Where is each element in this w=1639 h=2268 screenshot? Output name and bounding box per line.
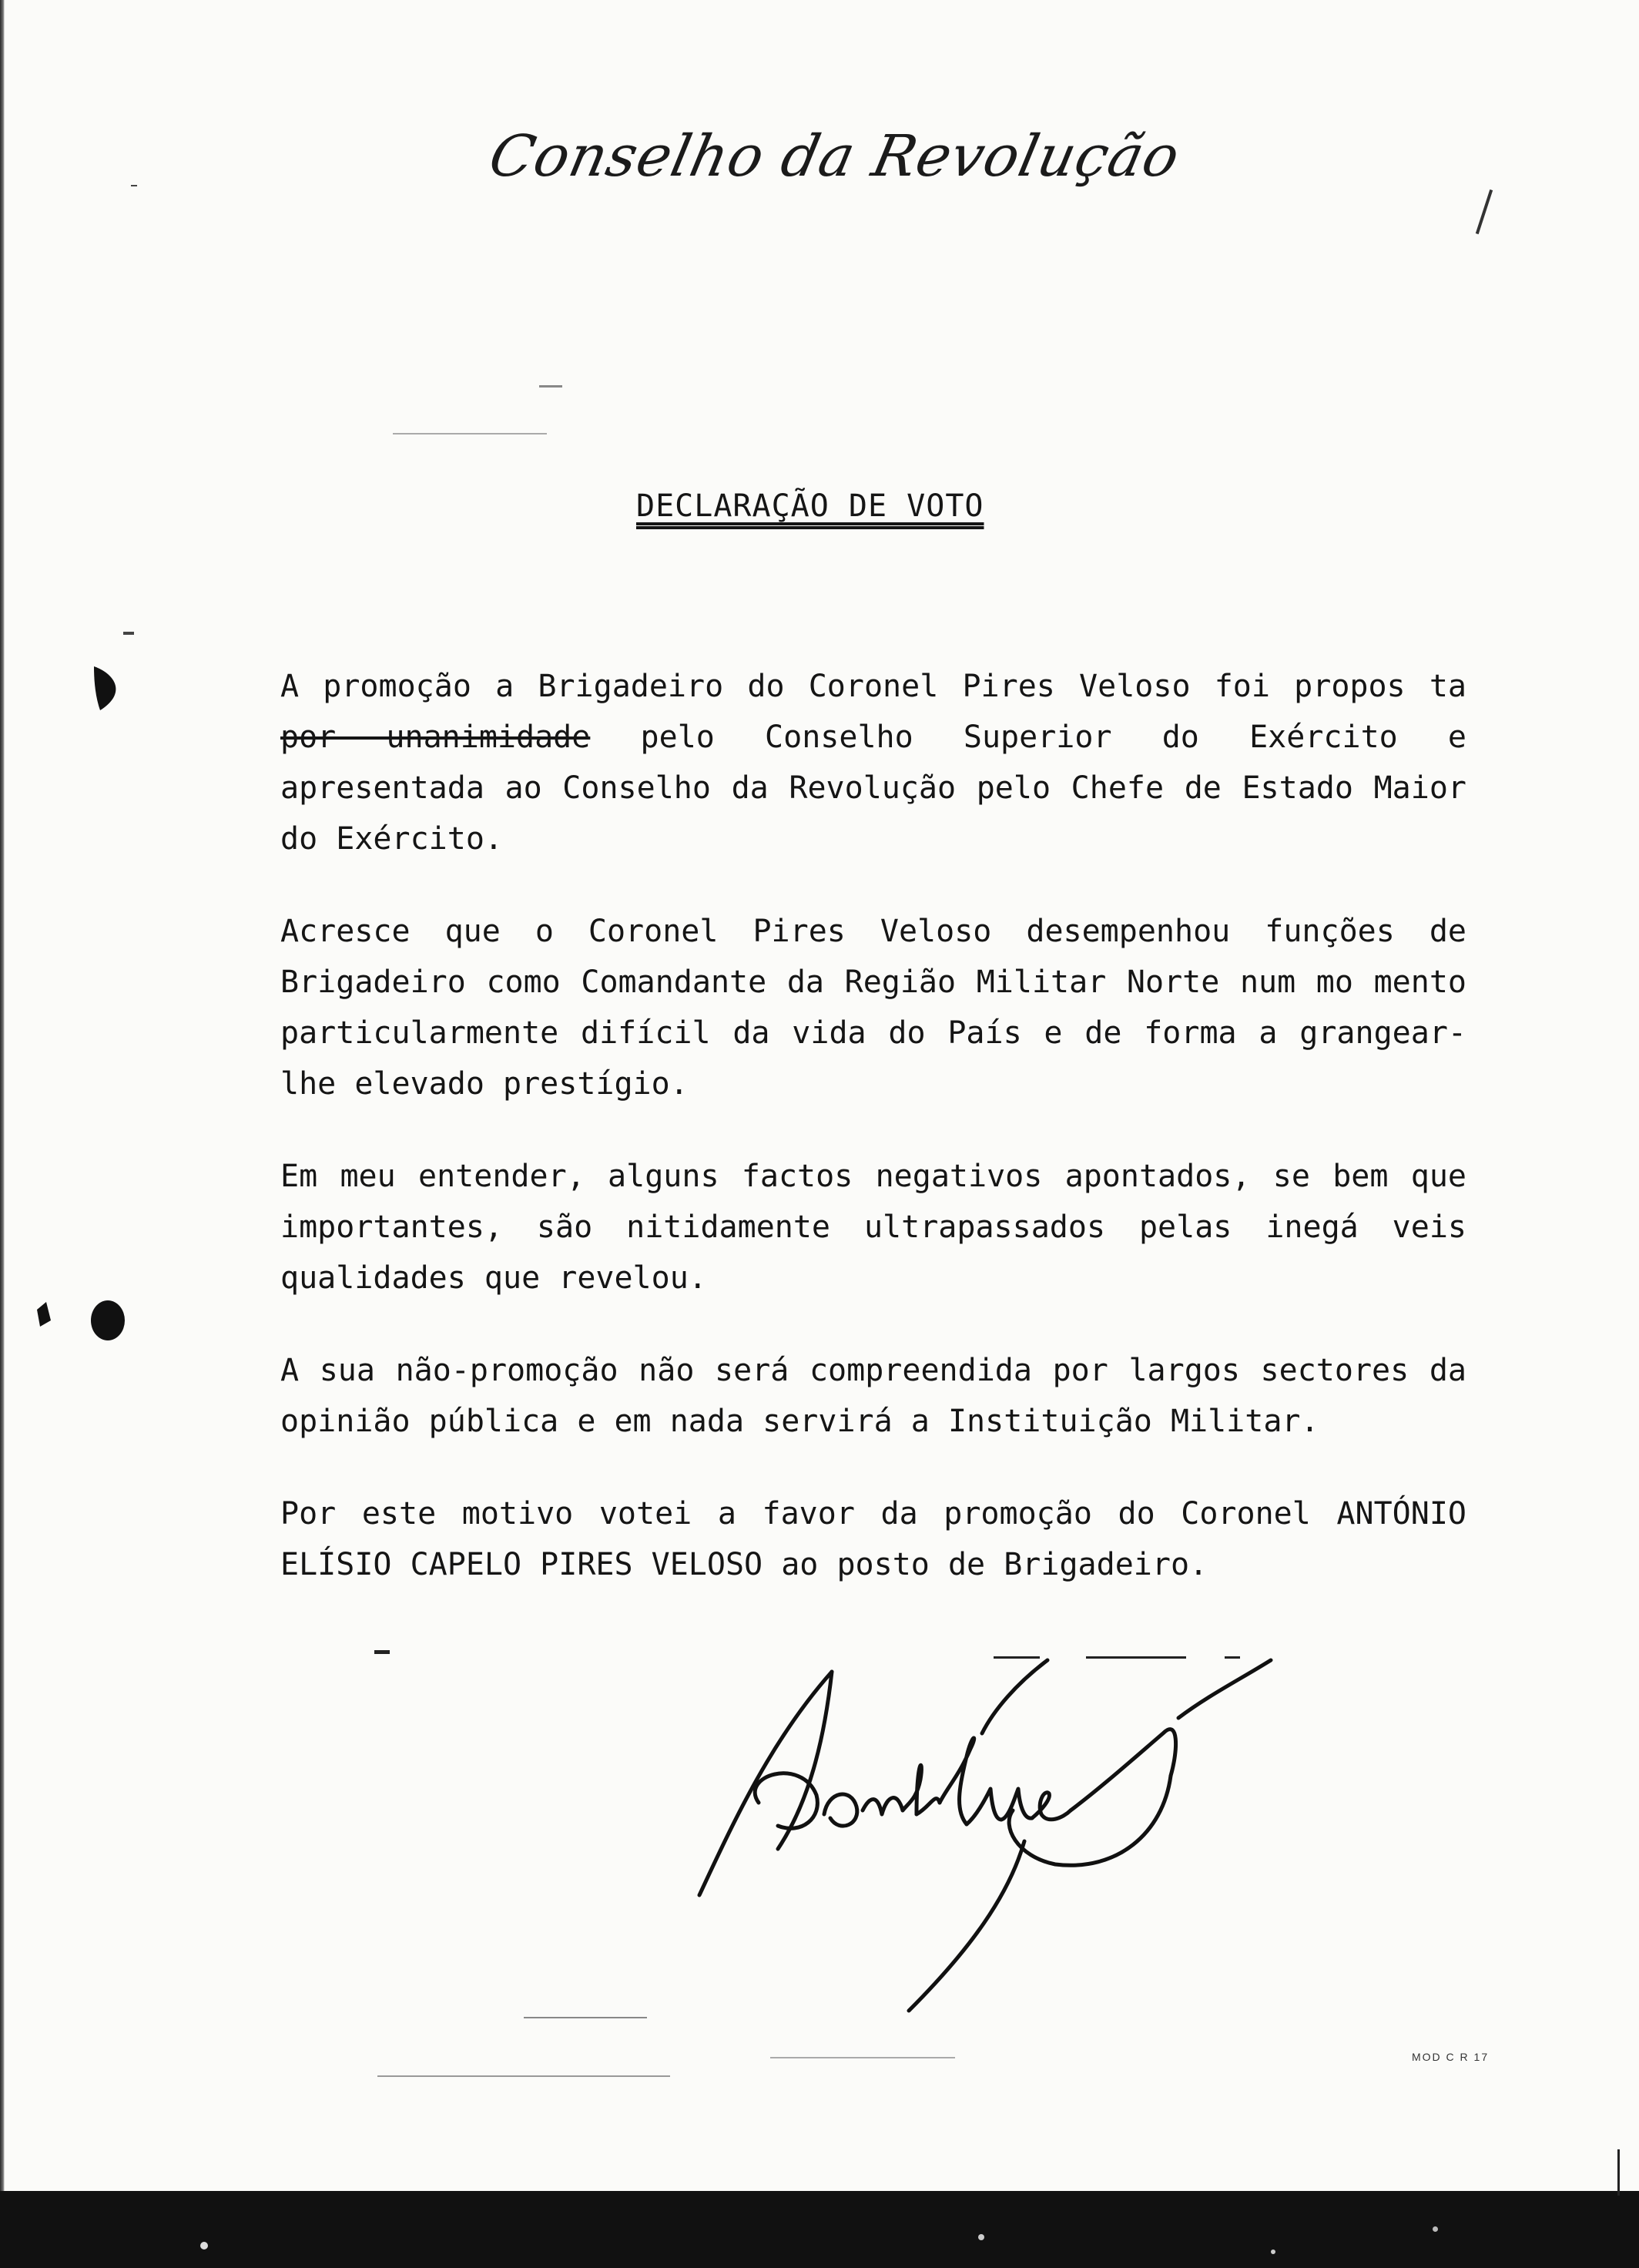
paragraph-2: Acresce que o Coronel Pires Veloso desempenhou funções de Brigadeiro como Comandante da Região Militar Norte num mo mento particularmente difícil da vida do País e de forma a grangear-lhe elevado prestígio. <box>280 914 1466 1102</box>
scan-noise <box>1433 2226 1438 2232</box>
handwritten-signature <box>685 1618 1379 2049</box>
scan-noise <box>978 2234 984 2240</box>
paragraph-3: Em meu entender, alguns factos negativos apontados, se bem que importantes, são nitidamente ultrapassados pelas inegá veis qualidades que revelou. <box>280 1159 1466 1296</box>
form-code: MOD C R 17 <box>1412 2051 1490 2063</box>
scan-noise <box>374 1650 390 1654</box>
letterhead-text: Conselho da Revolução <box>484 123 1186 190</box>
scan-bottom-edge <box>0 2191 1639 2268</box>
scan-noise <box>770 2057 955 2058</box>
scan-mark <box>123 632 134 635</box>
paragraph-1 <box>280 661 1466 864</box>
document-title: DECLARAÇÃO DE VOTO <box>636 488 984 524</box>
punch-hole-mark <box>85 663 131 716</box>
scan-noise <box>1271 2250 1275 2254</box>
scan-noise <box>539 385 562 388</box>
scan-noise <box>393 433 547 434</box>
paragraph-4: A sua não-promoção não será compreendida por largos sectores da opinião pública e em nada servirá a Instituição Militar. <box>280 1353 1466 1439</box>
paragraph-5: Por este motivo votei a favor da promoção do Coronel ANTÓNIO ELÍSIO CAPELO PIRES VELOSO ao posto de Brigadeiro. <box>280 1496 1466 1582</box>
scan-noise <box>200 2242 208 2250</box>
struck-text: por unanimidade <box>280 720 591 755</box>
document-body <box>280 661 1466 1632</box>
scan-noise <box>524 2017 647 2018</box>
scan-noise <box>1617 2149 1620 2196</box>
scan-noise <box>377 2075 670 2077</box>
binding-edge <box>0 0 5 2196</box>
paragraph-1-text-continued: pelo Conselho Superior do Exército e apresentada ao Conselho da Revolução pelo Chefe de Estado Maior do Exército. <box>280 720 1466 857</box>
paragraph-1-text: A promoção a Brigadeiro do Coronel Pires Veloso foi propos ta <box>280 669 1466 704</box>
letterhead <box>0 123 1639 231</box>
punch-hole-mark <box>23 1287 131 1348</box>
